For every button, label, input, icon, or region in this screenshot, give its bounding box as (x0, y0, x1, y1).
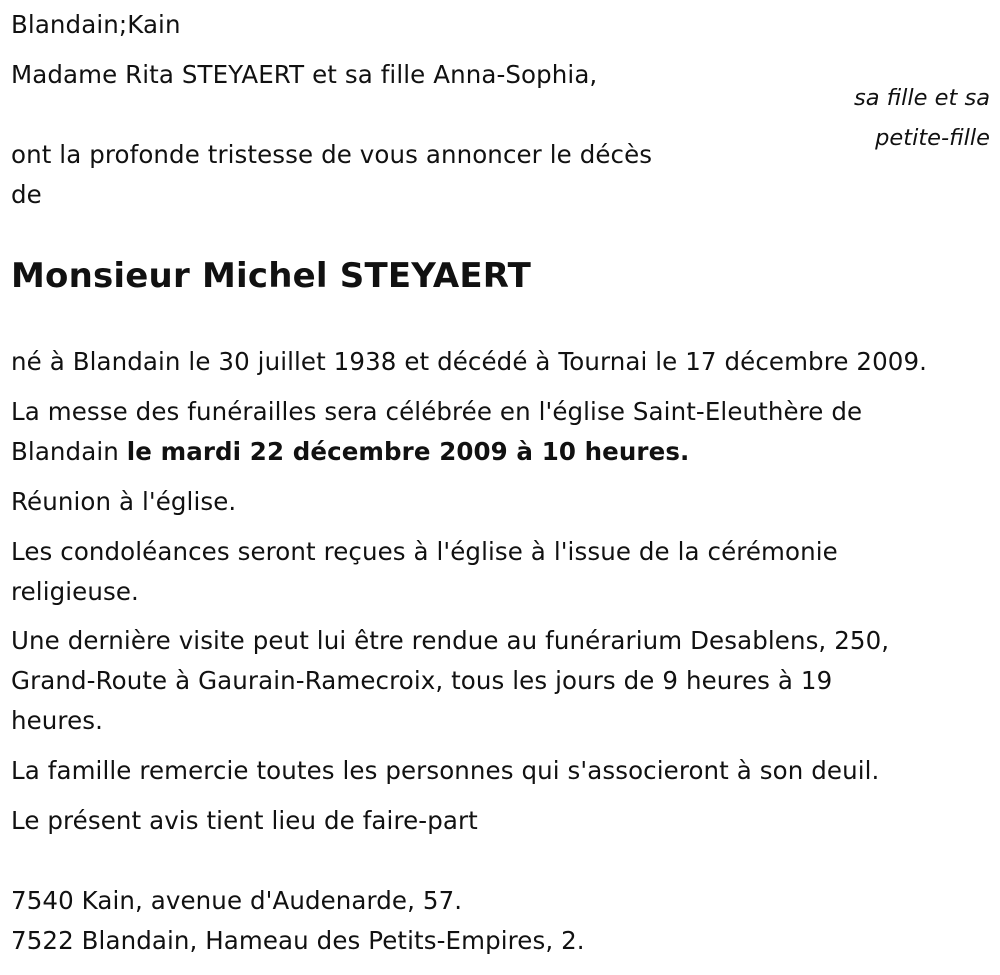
location-line: Blandain;Kain (11, 10, 181, 39)
relation-note (790, 78, 990, 158)
relation-line-2: petite-fille (875, 125, 990, 151)
announcer-line: Madame Rita STEYAERT et sa fille Anna-Sophia, (11, 60, 598, 89)
thanks-line: La famille remercie toutes les personnes qui s'associeront à son deuil. (11, 756, 880, 785)
visit-line-3: heures. (11, 706, 103, 735)
mass-line-2-prefix: Blandain (11, 437, 127, 466)
address-line-1: 7540 Kain, avenue d'Audenarde, 57. (11, 886, 463, 915)
intro-line-1: ont la profonde tristesse de vous annoncer le décès (11, 140, 653, 169)
mass-line-1: La messe des funérailles sera célébrée en l'église Saint-Eleuthère de (11, 397, 863, 426)
relation-line-1: sa fille et sa (853, 85, 990, 111)
condolences-line-2: religieuse. (11, 577, 139, 606)
deceased-name: Monsieur Michel STEYAERT (11, 256, 532, 296)
intro-line-2: de (11, 180, 42, 209)
visit-line-2: Grand-Route à Gaurain-Ramecroix, tous les jours de 9 heures à 19 (11, 666, 833, 695)
mass-line-2 (11, 432, 689, 472)
birth-death-line: né à Blandain le 30 juillet 1938 et décédé à Tournai le 17 décembre 2009. (11, 347, 928, 376)
visit-line-1: Une dernière visite peut lui être rendue au funérarium Desablens, 250, (11, 626, 890, 655)
mass-date-time: le mardi 22 décembre 2009 à 10 heures. (126, 437, 690, 466)
faire-part-line: Le présent avis tient lieu de faire-part (11, 806, 478, 835)
reunion-line: Réunion à l'église. (11, 487, 237, 516)
address-line-2: 7522 Blandain, Hameau des Petits-Empires, 2. (11, 926, 585, 955)
condolences-line-1: Les condoléances seront reçues à l'église à l'issue de la cérémonie (11, 537, 838, 566)
